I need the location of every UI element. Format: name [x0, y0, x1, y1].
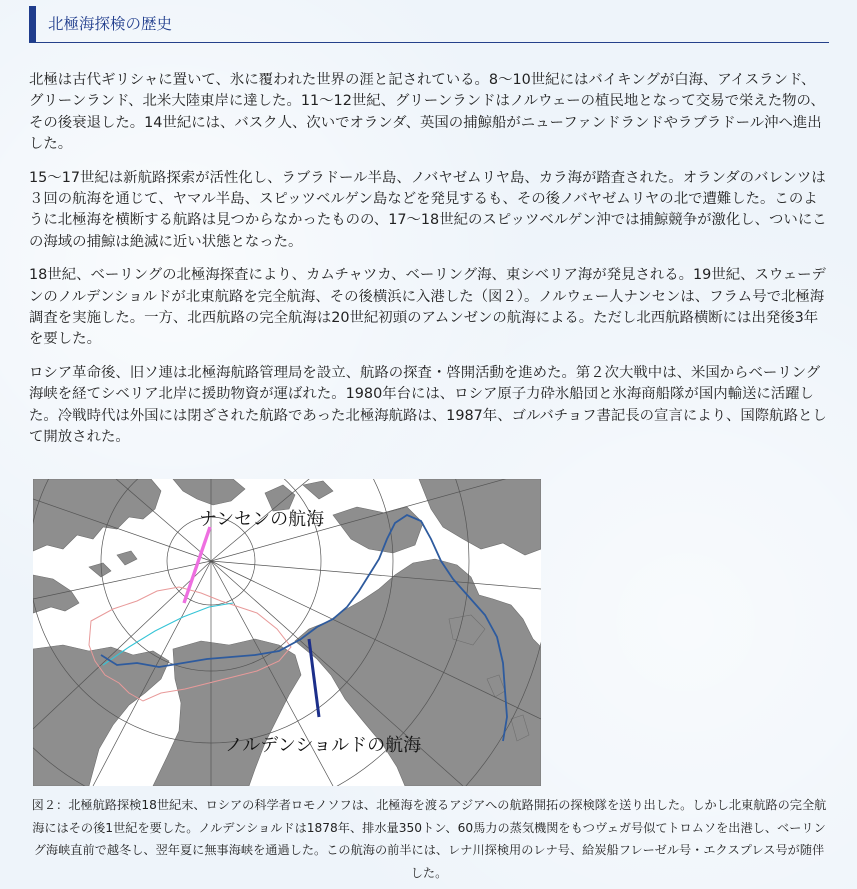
arctic-route-map: [33, 479, 541, 786]
heading-accent-bar: [29, 6, 36, 42]
arctic-map-svg: [33, 479, 541, 786]
paragraph-ancient-history: 北極は古代ギリシャに置いて、氷に覆われた世界の涯と記されている。8～10世紀にはバイキングが白海、アイスランド、グリーンランド、北米大陸東岸に達した。11～12世紀、グリーンランドはノルウェーの植民地となって交易で栄えた物の、その後衰退した。14世紀には、バスク人、次いでオランダ、英国の捕鯨船がニューファンドランドやラブラドール沖へ進出した。: [29, 72, 825, 153]
section-heading: [29, 6, 829, 43]
figure-caption: 図２：北極航路探検18世紀末、ロシアの科学者ロモノソフは、北極海を渡るアジアへの航路開拓の探検隊を送り出した。しかし北東航路の完全航海にはその後1世紀を要した。ノルデンショルドは1878年、排水量350トン、60馬力の蒸気機関をもつヴェガ号似てトロムソを出港し、ベーリング海峡直前で越冬し、翌年夏に無事海峡を通過した。この航海の前半には、レナ川探検用のレナ号、給炭船フレーゼル号・エクスプレス号が随伴した。: [31, 798, 827, 880]
page-title: 北極海探検の歴史: [48, 15, 173, 33]
paragraph-soviet-era: ロシア革命後、旧ソ連は北極海航路管理局を設立、航路の探査・啓開活動を進めた。第２次大戦中は、米国からベーリング海峡を経てシベリア北岸に援助物資が運ばれた。1980年台には、ロシア原子力砕氷船団と氷海商船隊が国内輸送に活躍した。冷戦時代は外国には閉ざされた航路であった北極海航路は、1987年、ゴルバチョフ書記長の宣言により、国際航路として開放された。: [29, 364, 827, 446]
label-nansen-voyage: ナンセンの航海: [199, 509, 325, 530]
paragraph-18-19th-century: 18世紀、ベーリングの北極海探査により、カムチャツカ、ベーリング海、東シベリア海が発見される。19世紀、スウェーデンのノルデンショルドが北東航路を完全航海、その後横浜に入港した（図２）。ノルウェー人ナンセンは、フラム号で北極海調査を実施した。一方、北西航路の完全航海は20世紀初頭のアムンゼンの航海による。ただし北西航路横断には出発後3年を要した。: [29, 267, 826, 348]
label-nordenskiold-voyage: ノルデンショルドの航海: [225, 735, 422, 756]
paragraph-15-17th-century: 15～17世紀は新航路探索が活性化し、ラブラドール半島、ノバヤゼムリヤ島、カラ海が踏査された。オランダのバレンツは３回の航海を通じて、ヤマル半島、スピッツベルゲン島などを発見するも、その後ノバヤゼムリヤの北で遭難した。このように北極海を横断する航路は見つからなかったものの、17～18世紀のスピッツベルゲン沖では捕鯨競争が激化し、ついにこの海域の捕鯨は絶滅に近い状態となった。: [29, 169, 827, 250]
article-body: [29, 70, 829, 461]
